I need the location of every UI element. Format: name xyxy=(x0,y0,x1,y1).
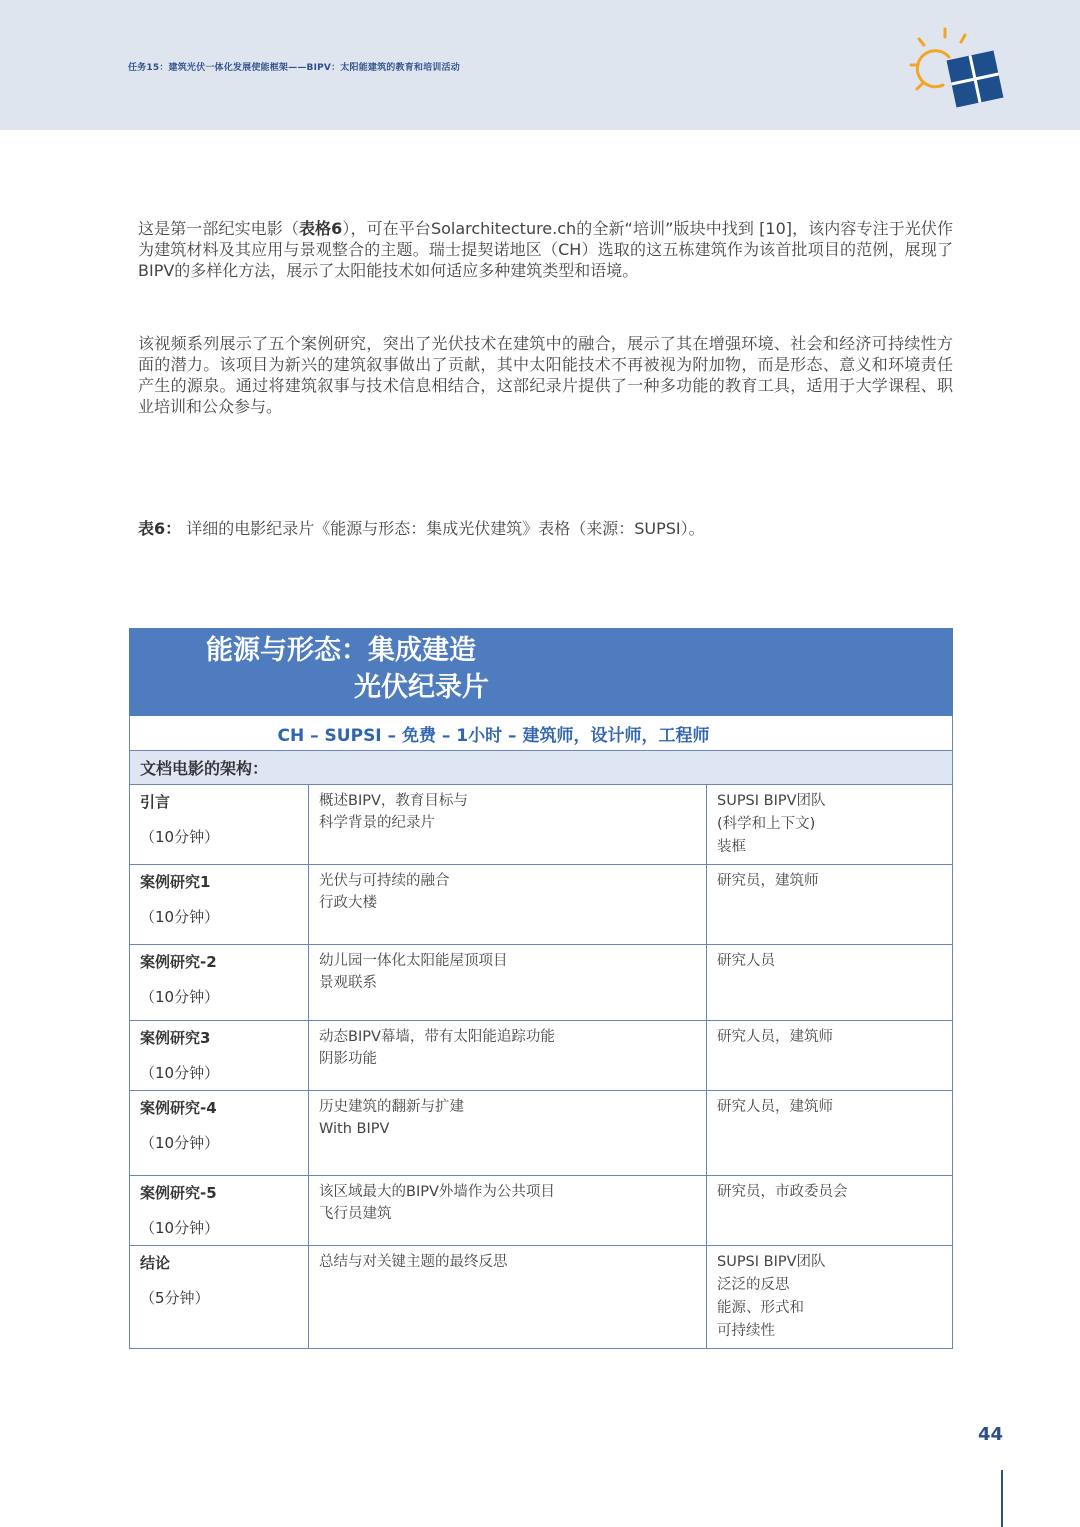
table-row xyxy=(130,865,953,945)
description-line: 历史建筑的翻新与扩建 xyxy=(319,1099,464,1115)
table-row xyxy=(130,1021,953,1091)
description-cell xyxy=(309,945,707,1021)
intro-paragraph-1: 这是第一部纪实电影（表格6），可在平台Solarchitecture.ch的全新“培训”版块中找到 [10]，该内容专注于光伏作为建筑材料及其应用与景观整合的主题。瑞士提契诺地区（CH）选取的这五栋建筑作为该首批项目的范例，展现了BIPV的多样化方法，展示了太阳能技术如何适应多种建筑类型和语境。 xyxy=(138,219,953,280)
description-cell xyxy=(309,785,707,865)
participants-cell xyxy=(707,1176,953,1246)
section-cell xyxy=(130,785,309,865)
caption-text: 详细的电影纪录片《能源与形态：集成光伏建筑》表格（来源：SUPSI）。 xyxy=(186,519,705,538)
description-line: 行政大楼 xyxy=(319,895,377,911)
section-duration: （10分钟） xyxy=(140,1219,220,1237)
participants-line: 可持续性 xyxy=(717,1323,775,1339)
description-cell xyxy=(309,1091,707,1176)
table-row xyxy=(130,1091,953,1176)
participants-cell xyxy=(707,945,953,1021)
table-row xyxy=(130,785,953,865)
description-line: 动态BIPV幕墙，带有太阳能追踪功能 xyxy=(319,1029,555,1045)
section-duration: （10分钟） xyxy=(140,908,220,926)
intro-paragraph-2: 该视频系列展示了五个案例研究，突出了光伏技术在建筑中的融合，展示了其在增强环境、社会和经济可持续性方面的潜力。该项目为新兴的建筑叙事做出了贡献，其中太阳能技术不再被视为附加物，而是形态、意义和环境责任产生的源泉。通过将建筑叙事与技术信息相结合，这部纪录片提供了一种多功能的教育工具，适用于大学课程、职业培训和公众参与。 xyxy=(138,334,953,416)
table-reference: 表格6 xyxy=(298,219,343,238)
description-cell xyxy=(309,1246,707,1349)
section-cell xyxy=(130,1021,309,1091)
section-duration: （10分钟） xyxy=(140,828,220,846)
participants-cell xyxy=(707,785,953,865)
participants-line: (科学和上下文) xyxy=(717,816,816,832)
section-cell xyxy=(130,1246,309,1349)
description-line: 景观联系 xyxy=(319,975,377,991)
participants-line: 研究员，市政委员会 xyxy=(717,1184,848,1200)
description-line: 概述BIPV，教育目标与 xyxy=(319,793,468,809)
participants-cell xyxy=(707,1246,953,1349)
participants-cell xyxy=(707,1091,953,1176)
description-line: 幼儿园一体化太阳能屋顶项目 xyxy=(319,953,508,969)
running-header: 任务15：建筑光伏一体化发展使能框架——BIPV：太阳能建筑的教育和培训活动 xyxy=(128,63,460,73)
description-line: 飞行员建筑 xyxy=(319,1206,392,1222)
section-duration: （10分钟） xyxy=(140,988,220,1006)
description-line: With BIPV xyxy=(319,1121,390,1137)
section-name: 案例研究-2 xyxy=(140,953,217,971)
section-name: 结论 xyxy=(140,1254,171,1272)
section-cell xyxy=(130,1091,309,1176)
section-duration: （10分钟） xyxy=(140,1064,220,1082)
section-duration: （10分钟） xyxy=(140,1134,220,1152)
participants-line: 研究人员 xyxy=(717,953,775,969)
section-cell xyxy=(130,1176,309,1246)
description-cell xyxy=(309,1176,707,1246)
table-row xyxy=(130,1246,953,1349)
table-title-line-2: 光伏纪录片 xyxy=(354,672,489,703)
structure-label: 文档电影的架构： xyxy=(130,751,953,785)
section-name: 案例研究1 xyxy=(140,873,211,891)
caption-label: 表6： xyxy=(138,519,182,538)
section-cell xyxy=(130,865,309,945)
participants-cell xyxy=(707,1021,953,1091)
participants-line: SUPSI BIPV团队 xyxy=(717,1254,826,1270)
page-marker-line xyxy=(1001,1470,1003,1527)
table-caption xyxy=(138,516,705,539)
table-title xyxy=(130,629,953,716)
description-line: 该区域最大的BIPV外墙作为公共项目 xyxy=(319,1184,555,1200)
table-row xyxy=(130,1176,953,1246)
participants-line: 泛泛的反思 xyxy=(717,1277,790,1293)
description-line: 光伏与可持续的融合 xyxy=(319,873,450,889)
participants-line: 研究员，建筑师 xyxy=(717,873,819,889)
section-name: 引言 xyxy=(140,793,171,811)
participants-line: 能源、形式和 xyxy=(717,1300,804,1316)
section-name: 案例研究-4 xyxy=(140,1099,217,1117)
description-line: 总结与对关键主题的最终反思 xyxy=(319,1254,508,1270)
table-subtitle: CH – SUPSI – 免费 – 1小时 – 建筑师，设计师，工程师 xyxy=(130,716,953,751)
description-line: 科学背景的纪录片 xyxy=(319,815,435,831)
participants-cell xyxy=(707,865,953,945)
description-line: 阴影功能 xyxy=(319,1051,377,1067)
documentary-table xyxy=(129,628,953,1349)
section-cell xyxy=(130,945,309,1021)
description-cell xyxy=(309,865,707,945)
table-row xyxy=(130,945,953,1021)
table-title-line-1: 能源与形态：集成建造 xyxy=(206,635,476,666)
section-name: 案例研究3 xyxy=(140,1029,211,1047)
description-cell xyxy=(309,1021,707,1091)
page-number: 44 xyxy=(978,1424,1004,1445)
participants-line: 研究人员，建筑师 xyxy=(717,1029,833,1045)
participants-line: 装框 xyxy=(717,839,746,855)
section-name: 案例研究-5 xyxy=(140,1184,217,1202)
solar-logo-icon xyxy=(905,25,1005,115)
section-duration: （5分钟） xyxy=(140,1289,210,1307)
participants-line: 研究人员，建筑师 xyxy=(717,1099,833,1115)
participants-line: SUPSI BIPV团队 xyxy=(717,793,826,809)
